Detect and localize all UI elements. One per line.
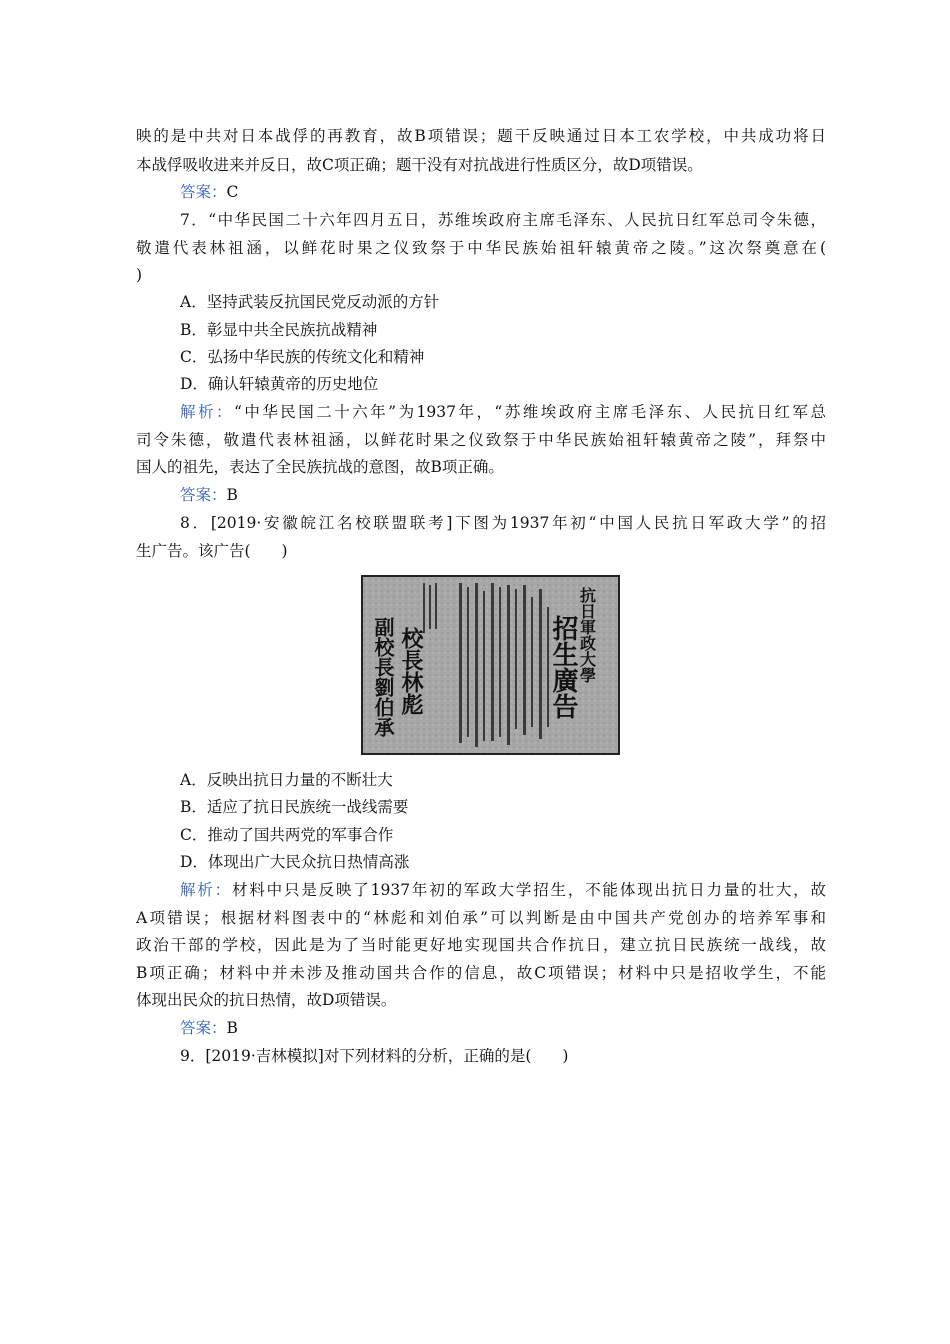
- question-9-line: 9．[2019·吉林模拟]对下列材料的分析，正确的是( ): [180, 1047, 569, 1065]
- poster-title-2: 招生廣告: [548, 615, 578, 719]
- question-7-line: 7．“中华民国二十六年四月五日，苏维埃政府主席毛泽东、人民抗日红军总司令朱德，: [180, 211, 826, 229]
- option-c: C．弘扬中华民族的传统文化和精神: [180, 348, 425, 366]
- explanation-line: [180, 402, 826, 422]
- poster-title-1: 抗日軍政大學: [577, 587, 597, 683]
- explanation-line: 国人的祖先，表达了全民族抗战的意图，故B项正确。: [136, 458, 504, 476]
- poster-principal: 校長林彪: [398, 627, 424, 715]
- explanation-text: 材料中只是反映了1937年初的军政大学招生，不能体现出抗日力量的壮大，故: [232, 881, 826, 899]
- option-a: A．反映出抗日力量的不断壮大: [180, 771, 393, 789]
- explanation-line: 体现出民众的抗日热情，故D项错误。: [136, 991, 397, 1009]
- answer-label: 答案：: [180, 1019, 227, 1037]
- option-d: D．确认轩辕黄帝的历史地位: [180, 375, 379, 393]
- explanation-label: 解析：: [180, 881, 232, 899]
- explanation-text: “中华民国二十六年”为1937年，“苏维埃政府主席毛泽东、人民抗日红军总: [233, 403, 826, 421]
- answer-line: [180, 1018, 826, 1038]
- answer-label: 答案：: [180, 486, 227, 504]
- option-b: B．适应了抗日民族统一战线需要: [180, 798, 409, 816]
- question-8-line: 8．[2019·安徽皖江名校联盟联考]下图为1937年初“中国人民抗日军政大学”的招: [180, 514, 826, 532]
- answer-value: B: [226, 486, 238, 504]
- option-c: C．推动了国共两党的军事合作: [180, 826, 394, 844]
- text-line: 映的是中共对日本战俘的再教育，故B项错误；题干反映通过日本工农学校，中共成功将日: [136, 127, 826, 145]
- answer-label: 答案：: [180, 183, 227, 201]
- answer-value: B: [226, 1019, 238, 1037]
- recruitment-poster-image: [361, 575, 620, 755]
- explanation-line: 司令朱德，敬遣代表林祖涵，以鲜花时果之仪致祭于中华民族始祖轩辕黄帝之陵”，拜祭中: [136, 431, 826, 449]
- answer-value: C: [226, 183, 239, 201]
- question-7-line: ): [136, 266, 143, 284]
- answer-line: [180, 182, 826, 202]
- option-a: A．坚持武装反抗国民党反动派的方针: [180, 293, 440, 311]
- question-7-line: 敬遣代表林祖涵，以鲜花时果之仪致祭于中华民族始祖轩辕黄帝之陵。”这次祭奠意在(: [136, 239, 826, 257]
- poster-vice-principal: 副校長劉伯承: [371, 617, 395, 737]
- explanation-line: B项正确；材料中并未涉及推动国共合作的信息，故C项错误；材料中只是招收学生，不能: [136, 964, 826, 982]
- explanation-label: 解析：: [180, 403, 234, 421]
- explanation-line: [180, 880, 826, 900]
- explanation-line: A项错误；根据材料图表中的“林彪和刘伯承”可以判断是由中国共产党创办的培养军事和: [136, 909, 826, 927]
- question-8-line: 生广告。该广告( ): [136, 542, 288, 560]
- explanation-line: 政治干部的学校，因此是为了当时能更好地实现国共合作抗日，建立抗日民族统一战线，故: [136, 936, 826, 954]
- option-b: B．彰显中共全民族抗战精神: [180, 321, 378, 339]
- answer-line: [180, 485, 826, 505]
- option-d: D．体现出广大民众抗日热情高涨: [180, 853, 410, 871]
- text-line: 本战俘吸收进来并反日，故C项正确；题干没有对抗战进行性质区分，故D项错误。: [136, 156, 703, 174]
